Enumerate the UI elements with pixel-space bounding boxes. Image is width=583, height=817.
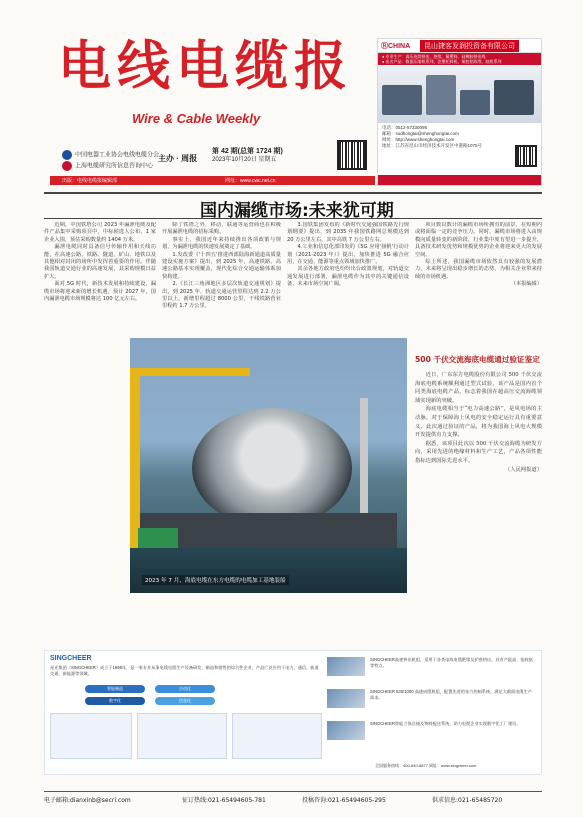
article-paragraph: 近期，中国铁塔公司 2023 年漏泄电缆及配件产品集中采购项目中，中标候选人公布，1 家企业入围，预估采购数量约 1404 万米。 xyxy=(44,222,156,243)
ship-deck xyxy=(140,513,397,553)
ad-web: 网址：http://www.shenghongtai.com xyxy=(382,137,455,142)
masthead-english-title: Wire & Cable Weekly xyxy=(132,111,261,126)
ad-product-image xyxy=(327,689,365,708)
section-headline: 国内漏缆市场:未来犹可期 xyxy=(200,201,394,221)
ad-pill: 智能制造 xyxy=(85,685,145,693)
masthead-title: 电线电缆报 xyxy=(58,35,353,97)
ad-email: 邮箱：sudhongtai@shenghongtai.com xyxy=(382,131,459,136)
singcheer-logo: SINGCHEER xyxy=(50,655,92,662)
article-paragraph: 2.《长江三角洲地区多层次轨道交通规划》提出，到 2025 年，轨道交通运营里程达到 2.2 万公里以上，新增里程超过 8000 公里，干线铁路营业里程约 1.7 万公里。 xyxy=(162,281,281,310)
cable-reel xyxy=(192,408,352,528)
qr-code-icon[interactable] xyxy=(337,140,367,170)
ad-product-band xyxy=(378,53,541,65)
ad-product-image xyxy=(327,657,365,676)
sidebar-paragraph: 据悉，该项目此次以 500 千伏交流海缆为研发方向，采用先进的绝缘材料和生产工艺，产品各项性能指标达到国际先进水平。 xyxy=(415,440,542,464)
ad-pill: 数字化 xyxy=(85,697,145,705)
article-paragraph: 面对 5G 时代，新技术发展和持续建设，漏缆市场将迎来新的增长机遇，预计 2027 年，国内漏泄电缆市场规模将达 100 亿元左右。 xyxy=(44,281,156,303)
sidebar-body xyxy=(415,371,542,474)
masthead-info-strip xyxy=(50,176,375,185)
footer-supply: 供求信息:021-65485720 xyxy=(432,797,503,804)
ad-phone: 电话：0512-57330098 xyxy=(382,125,428,130)
ad-band-line-1: ● 专业生产：高压连续挤出、绝缘、氟塑料、硅橡胶挤出线 xyxy=(382,54,486,59)
ad-product-box xyxy=(137,713,227,759)
institute-logo-icon xyxy=(62,161,72,171)
crane-structure xyxy=(130,368,140,548)
ad-contact: 全国服务热线：400-640-8877 网址：www.singcheer.com xyxy=(375,763,477,768)
ad-footer-band xyxy=(378,175,541,185)
association-logo-icon xyxy=(62,150,72,160)
ad-company-name: 昆山捷客发润投资备有限公司 xyxy=(420,40,519,52)
website-link[interactable]: 网址：www.cwc.net.cn xyxy=(225,178,276,184)
ad-pill: 自动化 xyxy=(155,685,215,693)
ad-product-text: SINGCHEER智能立体仓储及物料配送系统，助力电缆企业实现数字化工厂建设。 xyxy=(370,721,521,726)
org-line-2: 上海电缆研究所信息咨询中心 xyxy=(75,163,154,170)
ad-band-line-2: ● 出名产品：数据压缩机系列、注塑托料机、铜包铝线等、绞机系列 xyxy=(382,59,502,64)
footer-submission: 投稿咨询:021-65494605-295 xyxy=(302,797,386,804)
ad-brand: ⓇCHINA xyxy=(381,43,411,50)
ad-product-text: SINGCHEER高速挤出机组，适用于各类电线电缆绝缘及护套挤出，具有产能高、能耗低等特点。 xyxy=(370,657,534,668)
article-paragraph: 项目数以数计的漏缆市场所拥有的前景，在短期内或将面临一定的竞争压力。同时，漏缆市场将进入由规模向质量转变的新阶段，行业集中度有望进一步提升，具备技术研发优势和规模优势的企业将迎来更大的发展空间。 xyxy=(415,222,542,258)
sidebar-title: 500 千伏交流海底电缆通过验证鉴定 xyxy=(415,355,540,364)
issue-number: 第 42 期(总第 1724 期) xyxy=(212,148,283,155)
ad-pill: 信息化 xyxy=(155,697,215,705)
ad-product-text: SINGCHEER 630/1000 高速成缆机组，配置先进的张力控制系统，满足大截面电缆生产需求。 xyxy=(370,689,532,700)
sidebar-signature: （人民网报道） xyxy=(504,466,542,473)
masthead-organizers xyxy=(62,150,159,171)
article-paragraph: 1.发改委《'十四五'推进西部陆海新通道高质量建设实施方案》提出，到 2025 年，高速铁路、高速公路基本实现覆盖，现代化综合交通运输体系加快构建。 xyxy=(162,251,281,280)
sidebar-news xyxy=(415,355,542,600)
article-paragraph: 3.国铁集团发布的《新时代交通强国铁路先行规划纲要》提出，到 2035 年我国铁路网总规模达到 20 万公里左右，其中高铁 7 万公里左右。 xyxy=(287,222,409,243)
article-paragraph: 除了铁塔之外，移动、联通等运营商也在积极开展漏泄电缆的招标采购。 xyxy=(162,222,281,236)
article-paragraph: 事实上，我国近年来持续推出各项政策与规划，为漏泄电缆的快速发展奠定了基础。 xyxy=(162,236,281,251)
ad-product-box xyxy=(50,713,132,759)
bottom-advertisement[interactable] xyxy=(44,650,542,775)
cable-ship-photo xyxy=(130,338,407,593)
article-paragraph: 综上所述，我国漏缆市场依然具有较强的发展潜力，未来将呈现出稳步增长的态势，为相关企业带来持续的市场机遇。 xyxy=(415,259,542,280)
page-footer xyxy=(44,791,542,805)
sidebar-paragraph: 近日，广东东方电缆股份有限公司 500 千伏交流海底电缆系统顺利通过型式试验，该产品是国内首个同类海底电缆产品，标志着我国在超高压交流海缆领域实现新的突破。 xyxy=(415,372,542,404)
sea xyxy=(130,548,407,593)
ad-product-box xyxy=(232,713,322,759)
article-column-4 xyxy=(415,222,542,340)
article-column-3 xyxy=(287,222,409,340)
masthead-frequency: 主办 · 周报 xyxy=(158,154,198,163)
article-column-1 xyxy=(44,222,156,340)
ad-address: 地址：江苏省昆山市经济技术开发区中港路1075号 xyxy=(382,143,483,148)
ad-qr-code-icon[interactable] xyxy=(515,145,537,167)
publisher-line: 出版：电线电缆报编辑部 xyxy=(62,178,118,184)
article-paragraph: 漏泄电缆同时具备信号传输作用和天线功能，在高速公路、铁路、隧道、矿山、地铁以及其他相对封闭的场所中发挥着重要的作用。伴随我国轨道交通行业的高速发展，其采购规模日益扩大。 xyxy=(44,244,156,280)
masthead-issue xyxy=(212,148,283,164)
ad-machine-image xyxy=(378,65,541,123)
top-advertisement[interactable] xyxy=(377,38,542,186)
ad-intro: 星光集团（SINGCHEER）成立于1998年，是一家专业从事电线电缆生产设备研发、制造和销售的综合性企业，产品广泛应用于电力、通信、轨道交通、新能源等领域。 xyxy=(50,665,319,676)
issue-date: 2023年10月20日 星期五 xyxy=(212,157,277,163)
org-line-1: 中国电器工业协会电线电缆分会 xyxy=(75,152,160,159)
photo-caption: 2023 年 7 月，海底电缆在东方电缆的电缆加工基地装船 xyxy=(142,575,289,585)
article-paragraph: 其余各地方政府也纷纷出台政策规划，对轨道交通发展进行部署，漏泄电缆作为其中的关键通信设备，未来市场空间广阔。 xyxy=(287,266,409,288)
article-signature: （本报编辑） xyxy=(510,281,542,288)
article-column-2 xyxy=(162,222,281,340)
article-paragraph: 4.工业和信息化部印发的《5G 应用'扬帆'行动计划（2021-2023 年）》提出，加快推进 5G 融合应用，在交通、能源等重点领域加快推广。 xyxy=(287,244,409,266)
ad-product-image xyxy=(327,721,365,740)
footer-subscribe: 征订热线:021-65494605-781 xyxy=(182,797,266,804)
sidebar-paragraph: 海底电缆相当于“电力高速公路”，是风电场的主动脉，对于保障海上风电的安全稳定运行具有重要意义。此次通过验证的产品，将为我国海上风电大规模开发提供有力支撑。 xyxy=(415,406,542,439)
ad-header xyxy=(378,39,541,53)
footer-email[interactable]: 电子邮箱:dianxinb@secri.com xyxy=(44,797,131,804)
